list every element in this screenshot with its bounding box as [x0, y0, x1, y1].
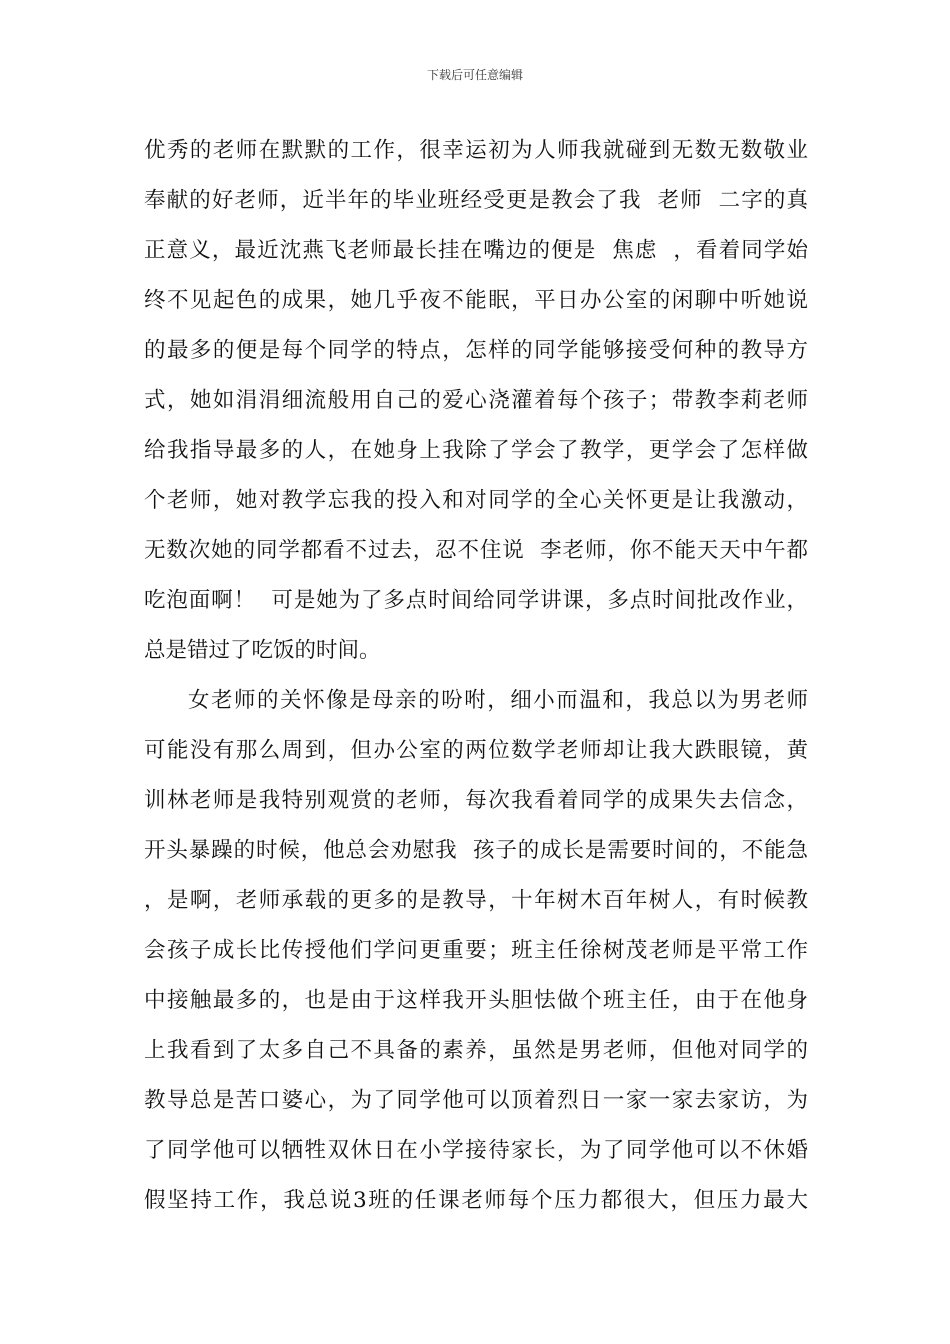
- text-line: 无数次她的同学都看不过去，忍不住说 李老师，你不能天天中午都: [144, 538, 808, 563]
- paragraph-1: [144, 126, 808, 676]
- text-line: 中接触最多的，也是由于这样我开头胆怯做个班主任，由于在他身: [144, 988, 808, 1013]
- paragraph-2: [144, 676, 808, 1226]
- text-line: 了同学他可以牺牲双休日在小学接待家长，为了同学他可以不休婚: [144, 1138, 808, 1163]
- text-line: 优秀的老师在默默的工作，很幸运初为人师我就碰到无数无数敬业: [144, 138, 808, 163]
- text-line: 开头暴躁的时候，他总会劝慰我 孩子的成长是需要时间的，不能急: [144, 838, 808, 863]
- text-line: 正意义，最近沈燕飞老师最长挂在嘴边的便是 焦虑 ，看着同学始: [144, 238, 808, 263]
- text-line: 上我看到了太多自己不具备的素养，虽然是男老师，但他对同学的: [144, 1038, 808, 1063]
- page-header: 下载后可任意编辑: [426, 68, 523, 82]
- text-line: 假坚持工作，我总说3班的任课老师每个压力都很大，但压力最大: [144, 1188, 808, 1213]
- text-line: 女老师的关怀像是母亲的吩咐，细小而温和，我总以为男老师: [188, 688, 808, 713]
- text-line: 给我指导最多的人，在她身上我除了学会了教学，更学会了怎样做: [144, 438, 808, 463]
- text-line: ，是啊，老师承载的更多的是教导，十年树木百年树人，有时候教: [144, 888, 808, 913]
- text-line: 奉献的好老师，近半年的毕业班经受更是教会了我 老师 二字的真: [144, 188, 808, 213]
- text-line: 总是错过了吃饭的时间。: [144, 638, 381, 663]
- text-line: 教导总是苦口婆心，为了同学他可以顶着烈日一家一家去家访，为: [144, 1088, 808, 1113]
- text-line: 终不见起色的成果，她几乎夜不能眠，平日办公室的闲聊中听她说: [144, 288, 808, 313]
- text-line: 会孩子成长比传授他们学问更重要；班主任徐树茂老师是平常工作: [144, 938, 808, 963]
- text-line: 的最多的便是每个同学的特点，怎样的同学能够接受何种的教导方: [144, 338, 808, 363]
- text-line: 吃泡面啊！ 可是她为了多点时间给同学讲课，多点时间批改作业，: [144, 588, 808, 613]
- text-line: 式，她如涓涓细流般用自己的爱心浇灌着每个孩子；带教李莉老师: [144, 388, 808, 413]
- document-body: [144, 126, 808, 1226]
- text-line: 可能没有那么周到，但办公室的两位数学老师却让我大跌眼镜，黄: [144, 738, 808, 763]
- text-line: 训林老师是我特别观赏的老师，每次我看着同学的成果失去信念，: [144, 788, 808, 813]
- text-line: 个老师，她对教学忘我的投入和对同学的全心关怀更是让我激动，: [144, 488, 808, 513]
